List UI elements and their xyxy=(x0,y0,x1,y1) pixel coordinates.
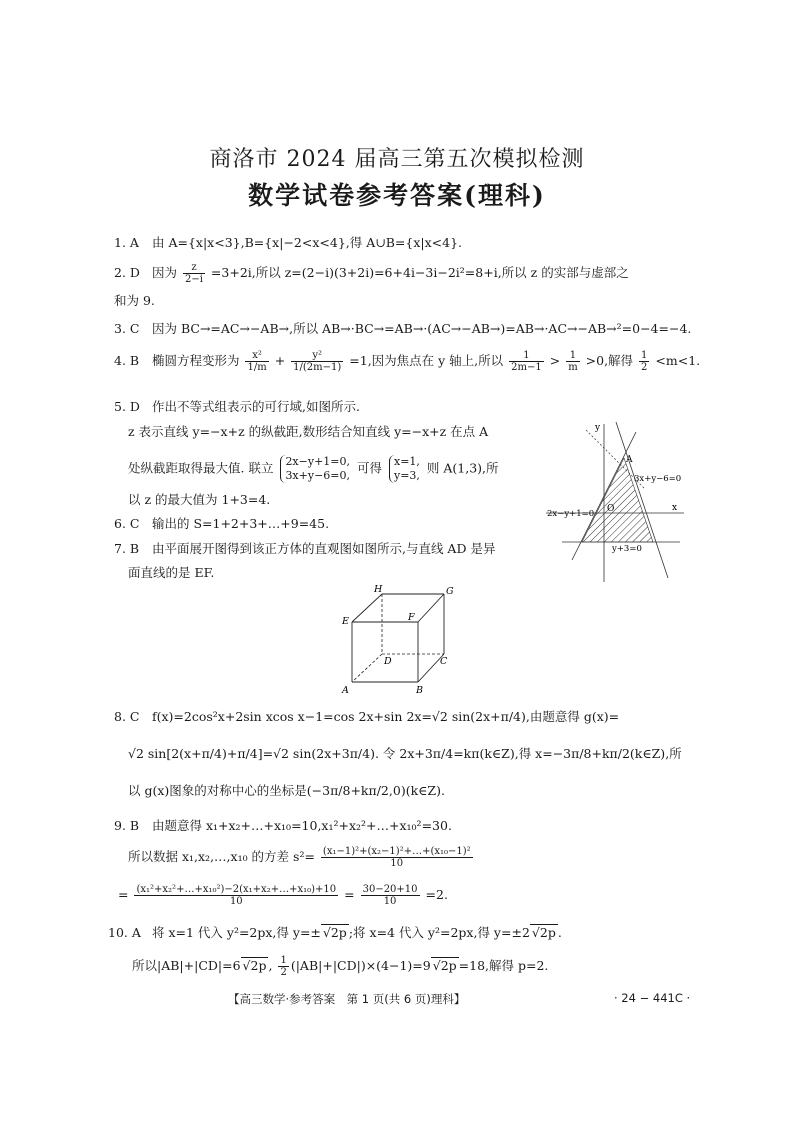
answer-text: 所以|AB|+|CD|=6 xyxy=(132,958,241,973)
fraction xyxy=(566,350,579,373)
operator: = xyxy=(118,887,129,902)
answer-number: 3. C xyxy=(114,321,140,336)
vertex-label-h: H xyxy=(374,584,383,595)
document-code: · 24 − 441C · xyxy=(614,991,691,1005)
answer-8-line2: √2 sin[2(x+π/4)+π/4]=√2 sin(2x+3π/4). 令 2x+3π/4=kπ(k∈Z),得 x=−3π/8+kπ/2(k∈Z),所 xyxy=(128,746,682,761)
operator: + xyxy=(274,353,286,368)
edge-gf xyxy=(418,594,444,622)
fraction-den: 1/(2m−1) xyxy=(293,362,342,373)
feasible-region-graph xyxy=(544,418,686,584)
page-title-line2: 数学试卷参考答案(理科) xyxy=(248,181,546,210)
fraction-den: 1/m xyxy=(247,362,267,373)
answer-number: 2. D xyxy=(114,265,140,280)
answer-9 xyxy=(114,817,452,835)
answer-number: 8. C xyxy=(114,709,140,724)
answer-text: 处纵截距取得最大值. 联立 xyxy=(128,460,274,476)
answer-text: 由 A={x|x<3},B={x|−2<x<4},得 A∪B={x|x<4}. xyxy=(151,235,463,250)
line-label-3x: 3x+y−6=0 xyxy=(634,474,682,484)
sqrt: √2p xyxy=(322,925,347,940)
answer-8 xyxy=(114,708,619,726)
sqrt-radicand: 2p xyxy=(250,958,267,973)
vertex-label-b: B xyxy=(416,685,423,696)
fraction-num: (x₁²+x₂²+…+x₁₀²)−2(x₁+x₂+…+x₁₀)+10 xyxy=(136,884,337,895)
fraction-num: y² xyxy=(291,350,343,362)
fraction xyxy=(321,846,473,869)
answer-7 xyxy=(114,540,495,558)
edge-eh xyxy=(352,594,382,622)
answer-5 xyxy=(114,398,360,416)
page-footer: 【高三数学·参考答案 第 1 页(共 6 页)理科】 xyxy=(228,992,466,1006)
fraction-den: 10 xyxy=(229,896,243,907)
equation: 3x+y−6=0, xyxy=(285,469,350,482)
fraction xyxy=(245,350,268,373)
edge-da-hidden xyxy=(352,654,382,682)
axis-label-x: x xyxy=(672,503,678,513)
answer-4 xyxy=(114,350,700,373)
fraction xyxy=(278,955,288,978)
origin-label: O xyxy=(607,504,615,514)
cube-diagram xyxy=(338,582,462,698)
equation-system xyxy=(280,455,350,483)
equation: y=3, xyxy=(393,469,420,482)
sqrt: √2p xyxy=(531,925,556,940)
answer-text: =1,因为焦点在 y 轴上,所以 xyxy=(349,353,504,368)
answer-text: =18,解得 p=2. xyxy=(458,958,549,973)
fraction-den: m xyxy=(568,362,578,373)
fraction xyxy=(183,262,205,285)
fraction xyxy=(134,884,338,907)
vertex-label-f: F xyxy=(408,612,415,623)
fraction-num: 1 xyxy=(280,955,287,966)
answer-text: 由题意得 x₁+x₂+…+x₁₀=10,x₁²+x₂²+…+x₁₀²=30. xyxy=(151,818,452,833)
answer-text: 因为 BC→=AC→−AB→,所以 AB→·BC→=AB→·(AC→−AB→)=AB→·AC→−AB→²=0−4=−4. xyxy=(151,321,692,336)
equation-system xyxy=(389,455,420,483)
answer-8-line3: 以 g(x)图象的对称中心的坐标是(−3π/8+kπ/2,0)(k∈Z). xyxy=(128,783,445,798)
answer-6 xyxy=(114,515,329,533)
operator: > xyxy=(549,353,561,368)
answer-text: 将 x=1 代入 y²=2px,得 y=± xyxy=(151,925,321,940)
fraction-num: (x₁−1)²+(x₂−1)²+…+(x₁₀−1)² xyxy=(322,846,471,857)
answer-5-line4: 以 z 的最大值为 1+3=4. xyxy=(128,492,271,507)
answer-text: ;将 x=4 代入 y²=2px,得 y=±2 xyxy=(348,925,530,940)
vertex-label-a: A xyxy=(342,685,349,696)
answer-1 xyxy=(114,234,462,252)
fraction-den: 10 xyxy=(383,896,397,907)
line-label-y3: y+3=0 xyxy=(612,544,642,554)
answer-number: 1. A xyxy=(114,235,139,250)
answer-10-line2 xyxy=(132,955,548,978)
answer-10 xyxy=(108,924,562,942)
fraction-num: 1 xyxy=(566,350,579,362)
fraction-den: 2−i xyxy=(184,274,203,285)
vertex-label-d: D xyxy=(384,656,392,667)
answer-text: 输出的 S=1+2+3+…+9=45. xyxy=(151,516,330,531)
answer-5-line3 xyxy=(128,455,499,483)
answer-text: , xyxy=(268,958,273,973)
fraction-num: x² xyxy=(245,350,268,362)
operator: = xyxy=(344,887,355,902)
fraction-den: 2 xyxy=(641,362,648,373)
fraction xyxy=(509,350,544,373)
answer-text: 可得 xyxy=(356,460,382,476)
answer-number: 4. B xyxy=(114,353,140,368)
answer-9-line3 xyxy=(118,884,448,907)
answer-3 xyxy=(114,320,691,338)
answer-number: 10. A xyxy=(108,925,141,940)
vertex-label-c: C xyxy=(440,656,448,667)
answer-number: 5. D xyxy=(114,399,140,414)
answer-text: 所以数据 x₁,x₂,…,x₁₀ 的方差 s²= xyxy=(128,849,315,864)
answer-text: . xyxy=(557,925,562,940)
axis-label-y: y xyxy=(595,423,601,433)
point-a-label: A xyxy=(626,455,633,465)
answer-text: f(x)=2cos²x+2sin xcos x−1=cos 2x+sin 2x=√2 sin(2x+π/4),由题意得 g(x)= xyxy=(151,709,620,724)
answer-5-line2: z 表示直线 y=−x+z 的纵截距,数形结合知直线 y=−x+z 在点 A xyxy=(128,424,489,439)
line-label-2x: 2x−y+1=0 xyxy=(547,509,595,519)
sqrt-radicand: 2p xyxy=(539,925,556,940)
fraction-num: 30−20+10 xyxy=(362,884,418,895)
vertex-label-g: G xyxy=(446,586,454,597)
sqrt-radicand: 2p xyxy=(440,958,457,973)
vertex-label-e: E xyxy=(342,616,349,627)
answer-text: 作出不等式组表示的可行域,如图所示. xyxy=(151,399,360,414)
answer-text: 椭圆方程变形为 xyxy=(151,353,240,368)
answer-text: (|AB|+|CD|)×(4−1)=9 xyxy=(290,958,431,973)
fraction-den: 2 xyxy=(280,967,287,978)
fraction-num: 1 xyxy=(509,350,544,362)
answer-text: =3+2i,所以 z=(2−i)(3+2i)=6+4i−3i−2i²=8+i,所以 z 的实部与虚部之 xyxy=(210,265,629,280)
equation: 2x−y+1=0, xyxy=(285,455,350,468)
fraction xyxy=(361,884,420,907)
answer-number: 9. B xyxy=(114,818,140,833)
answer-text: 因为 xyxy=(151,265,177,280)
answer-7-line2: 面直线的是 EF. xyxy=(128,565,215,580)
answer-2-line2: 和为 9. xyxy=(114,293,155,308)
equation: x=1, xyxy=(393,455,420,468)
fraction-den: 10 xyxy=(390,858,404,869)
answer-text: 由平面展开图得到该正方体的直观图如图所示,与直线 AD 是异 xyxy=(151,541,496,556)
fraction xyxy=(291,350,343,373)
sqrt: √2p xyxy=(242,958,267,973)
fraction-den: 2m−1 xyxy=(511,362,542,373)
answer-9-line2 xyxy=(128,846,475,869)
answer-text: =2. xyxy=(425,887,448,902)
fraction-num: z xyxy=(183,262,205,274)
answer-number: 7. B xyxy=(114,541,140,556)
answer-number: 6. C xyxy=(114,516,140,531)
answer-text: 则 A(1,3),所 xyxy=(426,460,499,476)
answer-text: >0,解得 xyxy=(585,353,634,368)
answer-2 xyxy=(114,262,629,285)
fraction xyxy=(639,350,649,373)
fraction-num: 1 xyxy=(641,350,648,361)
answer-text: <m<1. xyxy=(655,353,701,368)
sqrt: √2p xyxy=(432,958,457,973)
page-title-line1: 商洛市 2024 届高三第五次模拟检测 xyxy=(209,147,585,172)
sqrt-radicand: 2p xyxy=(330,925,347,940)
